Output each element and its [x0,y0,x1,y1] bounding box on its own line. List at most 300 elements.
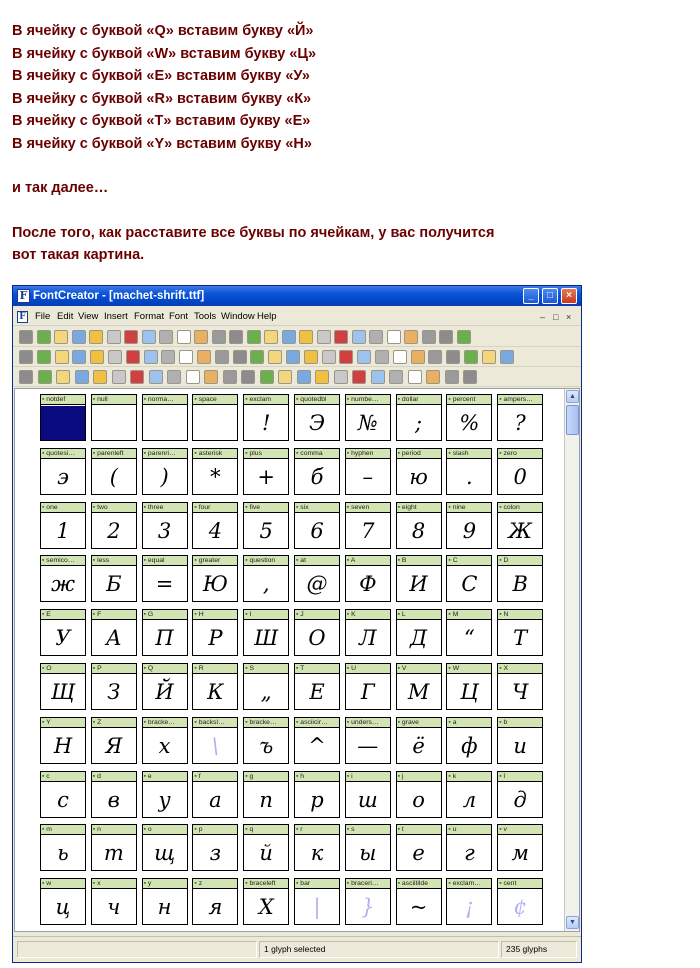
toolbar-drawing [13,347,581,367]
drawing-button-icon[interactable] [108,350,122,364]
toolbar-button-icon[interactable] [422,330,436,344]
transform-button-icon[interactable] [186,370,200,384]
toolbar-button-icon[interactable] [317,330,331,344]
scroll-thumb[interactable] [566,405,579,435]
drawing-button-icon[interactable] [428,350,442,364]
glyph-cell-three[interactable] [142,502,188,549]
glyph-cell-F[interactable] [91,609,137,656]
mdi-restore-button[interactable]: □ [553,312,559,322]
glyph-cell-N[interactable] [497,609,543,656]
glyph-cell-cent[interactable] [497,878,543,925]
toolbar-button-icon[interactable] [194,330,208,344]
glyph-preview: Х [258,895,274,920]
glyph-caption: ▪ a [447,718,491,728]
glyph-cell-norma…[interactable] [142,394,188,441]
drawing-button-icon[interactable] [464,350,478,364]
glyph-cell-t[interactable] [396,824,442,871]
glyph-caption: ▪ E [41,610,85,620]
glyph-cell-k[interactable] [446,771,492,818]
glyph-cell-V[interactable] [396,663,442,710]
close-button[interactable]: × [561,288,577,304]
transform-button-icon[interactable] [75,370,89,384]
glyph-caption: ▪ question [244,556,288,566]
drawing-button-icon[interactable] [37,350,51,364]
glyph-caption: ▪ x [92,879,136,889]
glyph-cell-comma[interactable] [294,448,340,495]
intro-after-line: вот такая картина. [12,247,145,263]
glyph-cell-seven[interactable] [345,502,391,549]
glyph-caption: ▪ m [41,825,85,835]
glyph-cell-six[interactable] [294,502,340,549]
glyph-cell-question[interactable] [243,555,289,602]
intro-after-line: После того, как расставите все буквы по ячейкам, у вас получится [12,224,495,241]
glyph-cell-B[interactable] [396,555,442,602]
toolbar-button-icon[interactable] [177,330,191,344]
glyph-cell-quotesi…[interactable] [40,448,86,495]
glyph-cell-X[interactable] [497,663,543,710]
transform-button-icon[interactable] [260,370,274,384]
transform-button-icon[interactable] [112,370,126,384]
glyph-cell-exclam…[interactable] [446,878,492,925]
maximize-button[interactable]: □ [542,288,558,304]
toolbar-button-icon[interactable] [37,330,51,344]
transform-button-icon[interactable] [56,370,70,384]
glyph-cell-q[interactable] [243,824,289,871]
transform-button-icon[interactable] [315,370,329,384]
drawing-button-icon[interactable] [339,350,353,364]
menu-help[interactable]: Help [257,311,277,322]
glyph-cell-C[interactable] [446,555,492,602]
glyph-preview: у [158,787,171,812]
glyph-preview: = [155,572,174,597]
glyph-cell-U[interactable] [345,663,391,710]
glyph-cell-backsl…[interactable] [192,717,238,764]
glyph-caption: ▪ d [92,772,136,782]
toolbar-button-icon[interactable] [229,330,243,344]
toolbar-button-icon[interactable] [404,330,418,344]
glyph-preview: Э [308,411,326,435]
glyph-cell-A[interactable] [345,555,391,602]
toolbar-button-icon[interactable] [299,330,313,344]
glyph-caption: ▪ o [143,825,187,835]
glyph-preview: “ [464,626,475,651]
menu-insert[interactable]: Insert [104,311,128,322]
glyph-caption: ▪ t [397,825,441,835]
mdi-minimize-button[interactable]: – [540,312,546,322]
glyph-cell-s[interactable] [345,824,391,871]
glyph-preview: 0 [513,464,527,489]
menu-tools[interactable]: Tools [194,311,217,322]
drawing-button-icon[interactable] [411,350,425,364]
drawing-button-icon[interactable] [179,350,193,364]
glyph-cell-u[interactable] [446,824,492,871]
glyph-preview: 4 [208,518,223,543]
glyph-cell-bracke…[interactable] [142,717,188,764]
drawing-button-icon[interactable] [357,350,371,364]
glyph-cell-m[interactable] [40,824,86,871]
glyph-cell-hyphen[interactable] [345,448,391,495]
toolbar-button-icon[interactable] [124,330,138,344]
glyph-caption: ▪ cent [498,879,542,889]
glyph-cell-J[interactable] [294,609,340,656]
glyph-caption: ▪ unders… [346,718,390,728]
glyph-caption: ▪ hyphen [346,449,390,459]
transform-button-icon[interactable] [149,370,163,384]
glyph-cell-colon[interactable] [497,502,543,549]
transform-button-icon[interactable] [408,370,422,384]
glyph-cell-at[interactable] [294,555,340,602]
transform-button-icon[interactable] [371,370,385,384]
glyph-cell-semico…[interactable] [40,555,86,602]
drawing-button-icon[interactable] [500,350,514,364]
toolbar-button-icon[interactable] [89,330,103,344]
glyph-cell-percent[interactable] [446,394,492,441]
glyph-preview: Щ [51,680,75,704]
glyph-caption: ▪ c [41,772,85,782]
glyph-caption: ▪ F [92,610,136,620]
glyph-caption: ▪ exclam [244,395,288,405]
glyph-caption: ▪ X [498,664,542,674]
drawing-button-icon[interactable] [197,350,211,364]
glyph-caption: ▪ at [295,556,339,566]
toolbar-button-icon[interactable] [282,330,296,344]
drawing-button-icon[interactable] [375,350,389,364]
toolbar-button-icon[interactable] [439,330,453,344]
glyph-preview: 8 [411,518,426,543]
glyph-caption: ▪ D [498,556,542,566]
toolbar-button-icon[interactable] [387,330,401,344]
glyph-preview: я [208,895,223,920]
glyph-caption: ▪ Y [41,718,85,728]
drawing-button-icon[interactable] [304,350,318,364]
vertical-scrollbar[interactable] [564,389,579,931]
glyph-cell-unders…[interactable] [345,717,391,764]
glyph-caption: ▪ greater [193,556,237,566]
transform-button-icon[interactable] [297,370,311,384]
transform-button-icon[interactable] [463,370,477,384]
toolbar-button-icon[interactable] [212,330,226,344]
menu-font[interactable]: Font [169,311,189,322]
glyph-preview: Ш [254,626,279,651]
toolbar-button-icon[interactable] [54,330,68,344]
glyph-cell-plus[interactable] [243,448,289,495]
glyph-preview: 2 [107,518,121,543]
toolbar-button-icon[interactable] [369,330,383,344]
glyph-preview: г [464,841,475,866]
glyph-cell-ampers…[interactable] [497,394,543,441]
transform-button-icon[interactable] [445,370,459,384]
glyph-cell-D[interactable] [497,555,543,602]
glyph-preview: ! [261,411,271,435]
glyph-cell-greater[interactable] [192,555,238,602]
glyph-caption: ▪ eight [397,503,441,513]
glyph-caption: ▪ parenleft [92,449,136,459]
glyph-cell-p[interactable] [192,824,238,871]
scroll-up-icon[interactable]: ▲ [566,390,579,403]
glyph-preview [193,406,237,440]
glyph-preview: х [158,733,171,758]
glyph-cell-S[interactable] [243,663,289,710]
menu-edit[interactable]: Edit [57,311,74,322]
toolbar-button-icon[interactable] [72,330,86,344]
glyph-caption: ▪ j [397,772,441,782]
glyph-cell-nine[interactable] [446,502,492,549]
glyph-cell-O[interactable] [40,663,86,710]
toolbar-button-icon[interactable] [107,330,121,344]
document-icon[interactable]: F [17,311,28,323]
toolbar-button-icon[interactable] [352,330,366,344]
window-titlebar[interactable] [13,286,581,306]
drawing-button-icon[interactable] [19,350,33,364]
menu-format[interactable]: Format [134,311,165,322]
glyph-caption: ▪ n [92,825,136,835]
glyph-preview: с [57,787,69,812]
glyph-caption: ▪ T [295,664,339,674]
glyph-cell-two[interactable] [91,502,137,549]
glyph-cell-z[interactable] [192,878,238,925]
glyph-preview: К [207,680,224,704]
toolbar-button-icon[interactable] [334,330,348,344]
glyph-cell-g[interactable] [243,771,289,818]
glyph-cell-f[interactable] [192,771,238,818]
glyph-caption: ▪ norma… [143,395,187,405]
menu-file[interactable]: File [35,311,51,322]
glyph-cell-T[interactable] [294,663,340,710]
drawing-button-icon[interactable] [446,350,460,364]
drawing-button-icon[interactable] [286,350,300,364]
glyph-cell-parenri…[interactable] [142,448,188,495]
transform-button-icon[interactable] [130,370,144,384]
glyph-cell-y[interactable] [142,878,188,925]
glyph-cell-numbe…[interactable] [345,394,391,441]
glyph-caption: ▪ plus [244,449,288,459]
glyph-preview: ^ [308,733,326,758]
glyph-cell-x[interactable] [91,878,137,925]
glyph-preview: А [105,626,122,651]
transform-button-icon[interactable] [426,370,440,384]
toolbar-button-icon[interactable] [247,330,261,344]
glyph-caption: ▪ Q [143,664,187,674]
status-left [17,941,257,958]
glyph-caption: ▪ S [244,664,288,674]
glyph-cell-space[interactable] [192,394,238,441]
glyph-cell-null[interactable] [91,394,137,441]
transform-button-icon[interactable] [19,370,33,384]
mdi-close-button[interactable]: × [566,312,572,322]
menu-view[interactable]: View [78,311,99,322]
glyph-preview: о [412,787,425,812]
glyph-caption: ▪ U [346,664,390,674]
drawing-button-icon[interactable] [482,350,496,364]
glyph-cell-four[interactable] [192,502,238,549]
glyph-cell-asciitilde[interactable] [396,878,442,925]
glyph-cell-Z[interactable] [91,717,137,764]
glyph-caption: ▪ l [498,772,542,782]
glyph-cell-quotedbl[interactable] [294,394,340,441]
glyph-caption: ▪ asciicir… [295,718,339,728]
glyph-caption: ▪ comma [295,449,339,459]
glyph-preview: П [155,626,174,651]
glyph-cell-grave[interactable] [396,717,442,764]
drawing-button-icon[interactable] [144,350,158,364]
glyph-caption: ▪ percent [447,395,491,405]
glyph-preview: щ [154,841,176,866]
glyph-caption: ▪ bracke… [143,718,187,728]
intro-line: В ячейку с буквой «R» вставим букву «К» [12,90,312,107]
glyph-cell-R[interactable] [192,663,238,710]
glyph-cell-b[interactable] [497,717,543,764]
menu-window[interactable]: Window [221,311,255,322]
glyph-caption: ▪ exclam… [447,879,491,889]
toolbar-standard [13,327,581,347]
minimize-button[interactable]: _ [523,288,539,304]
glyph-preview: ~ [409,895,428,920]
glyph-caption: ▪ O [41,664,85,674]
glyph-preview: В [512,572,528,597]
glyph-cell-exclam[interactable] [243,394,289,441]
glyph-preview: 1 [56,518,70,543]
transform-button-icon[interactable] [38,370,52,384]
glyph-cell-j[interactable] [396,771,442,818]
glyph-cell-bar[interactable] [294,878,340,925]
drawing-button-icon[interactable] [233,350,247,364]
glyph-preview: м [511,841,529,866]
glyph-caption: ▪ ampers… [498,395,542,405]
glyph-cell-five[interactable] [243,502,289,549]
glyph-preview: а [209,787,222,812]
glyph-preview: и [513,733,527,758]
drawing-button-icon[interactable] [268,350,282,364]
glyph-cell-L[interactable] [396,609,442,656]
transform-button-icon[interactable] [167,370,181,384]
glyph-cell-G[interactable] [142,609,188,656]
glyph-cell-eight[interactable] [396,502,442,549]
transform-button-icon[interactable] [223,370,237,384]
transform-button-icon[interactable] [352,370,366,384]
glyph-caption: ▪ seven [346,503,390,513]
glyph-caption: ▪ six [295,503,339,513]
transform-button-icon[interactable] [389,370,403,384]
glyph-caption: ▪ period [397,449,441,459]
drawing-button-icon[interactable] [215,350,229,364]
glyph-cell-period[interactable] [396,448,442,495]
toolbar-button-icon[interactable] [264,330,278,344]
transform-button-icon[interactable] [278,370,292,384]
glyph-cell-n[interactable] [91,824,137,871]
glyph-cell-d[interactable] [91,771,137,818]
glyph-cell-K[interactable] [345,609,391,656]
glyph-cell-I[interactable] [243,609,289,656]
glyph-cell-asterisk[interactable] [192,448,238,495]
glyph-caption: ▪ k [447,772,491,782]
drawing-button-icon[interactable] [126,350,140,364]
glyph-caption: ▪ I [244,610,288,620]
glyph-cell-equal[interactable] [142,555,188,602]
glyph-preview: 5 [259,518,273,543]
glyph-cell-o[interactable] [142,824,188,871]
transform-button-icon[interactable] [204,370,218,384]
glyph-cell-notdef[interactable] [40,394,86,441]
glyph-cell-W[interactable] [446,663,492,710]
scroll-down-icon[interactable]: ▼ [566,916,579,929]
status-bar [13,936,581,962]
glyph-preview [92,406,136,440]
toolbar-button-icon[interactable] [457,330,471,344]
toolbar-button-icon[interactable] [19,330,33,344]
glyph-caption: ▪ parenri… [143,449,187,459]
glyph-cell-i[interactable] [345,771,391,818]
glyph-cell-slash[interactable] [446,448,492,495]
drawing-button-icon[interactable] [55,350,69,364]
glyph-cell-M[interactable] [446,609,492,656]
glyph-cell-Q[interactable] [142,663,188,710]
glyph-preview: % [459,411,480,435]
glyph-preview [143,406,187,440]
glyph-cell-E[interactable] [40,609,86,656]
glyph-cell-zero[interactable] [497,448,543,495]
glyph-preview: Я [105,733,123,758]
glyph-preview: Ц [460,680,479,704]
glyph-caption: ▪ one [41,503,85,513]
drawing-button-icon[interactable] [322,350,336,364]
transform-button-icon[interactable] [93,370,107,384]
intro-line: В ячейку с буквой «E» вставим букву «У» [12,68,310,84]
glyph-cell-dollar[interactable] [396,394,442,441]
glyph-cell-l[interactable] [497,771,543,818]
glyph-preview: Т [513,626,528,651]
glyph-preview: ) [160,464,169,489]
glyph-caption: ▪ P [92,664,136,674]
glyph-cell-h[interactable] [294,771,340,818]
glyph-cell-H[interactable] [192,609,238,656]
glyph-preview: э [57,464,69,489]
transform-button-icon[interactable] [334,370,348,384]
glyph-caption: ▪ z [193,879,237,889]
glyph-preview: й [259,841,273,866]
glyph-caption: ▪ A [346,556,390,566]
glyph-caption: ▪ L [397,610,441,620]
glyph-cell-less[interactable] [91,555,137,602]
glyph-cell-parenleft[interactable] [91,448,137,495]
glyph-cell-one[interactable] [40,502,86,549]
glyph-cell-Y[interactable] [40,717,86,764]
glyph-cell-bracke…[interactable] [243,717,289,764]
glyph-cell-r[interactable] [294,824,340,871]
glyph-cell-braceleft[interactable] [243,878,289,925]
glyph-cell-braceri…[interactable] [345,878,391,925]
drawing-button-icon[interactable] [250,350,264,364]
toolbar-button-icon[interactable] [142,330,156,344]
glyph-preview: ф [461,733,478,758]
glyph-cell-P[interactable] [91,663,137,710]
glyph-cell-v[interactable] [497,824,543,871]
drawing-button-icon[interactable] [393,350,407,364]
toolbar-button-icon[interactable] [159,330,173,344]
transform-button-icon[interactable] [241,370,255,384]
drawing-button-icon[interactable] [161,350,175,364]
intro-etc: и так далее… [12,180,109,196]
glyph-preview: З [107,680,121,704]
drawing-button-icon[interactable] [90,350,104,364]
drawing-button-icon[interactable] [72,350,86,364]
glyph-cell-e[interactable] [142,771,188,818]
glyph-preview: ж [51,572,75,597]
glyph-cell-a[interactable] [446,717,492,764]
glyph-cell-w[interactable] [40,878,86,925]
glyph-cell-c[interactable] [40,771,86,818]
glyph-caption: ▪ dollar [397,395,441,405]
glyph-cell-asciicir…[interactable] [294,717,340,764]
